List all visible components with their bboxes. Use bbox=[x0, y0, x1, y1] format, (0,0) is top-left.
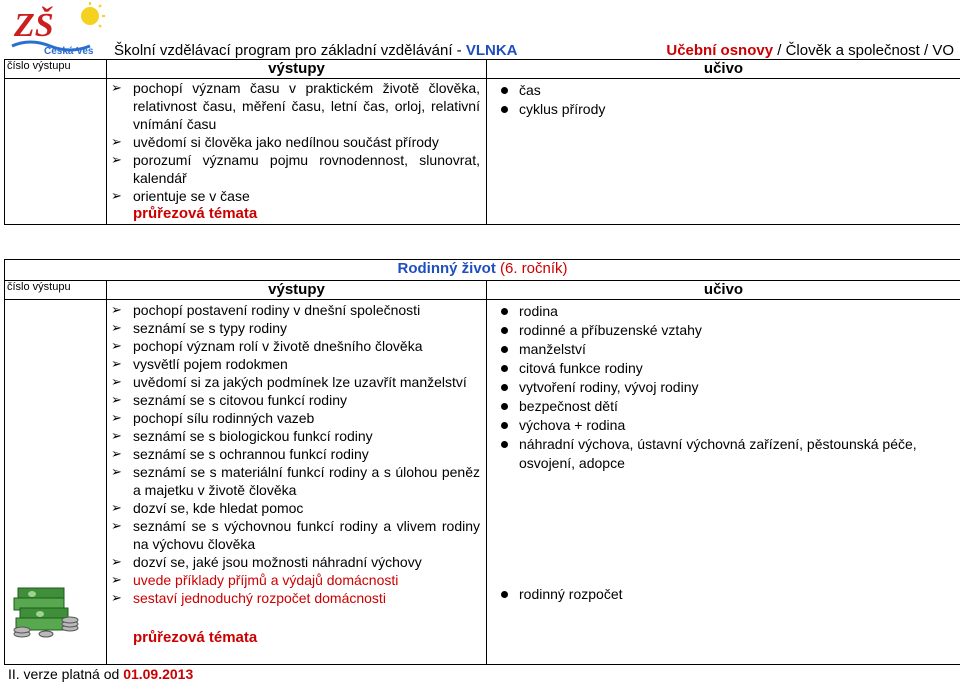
section1-number-cell bbox=[5, 79, 107, 225]
col-header-content-2: učivo bbox=[487, 281, 960, 300]
output-item: ➢ pochopí postavení rodiny v dnešní společnosti bbox=[107, 301, 480, 319]
header-brand: VLNKA bbox=[465, 42, 518, 59]
section1-outputs-cell bbox=[107, 79, 487, 225]
col-header-outputs: výstupy bbox=[107, 60, 487, 79]
section2-content-cell bbox=[487, 300, 960, 665]
content-item: manželství bbox=[487, 340, 960, 359]
section2-title-main: Rodinný život bbox=[397, 260, 496, 277]
section2-outputs-list bbox=[107, 300, 486, 607]
footer-date: 01.09.2013 bbox=[123, 666, 194, 682]
output-item: ➢ vysvětlí pojem rodokmen bbox=[107, 355, 480, 373]
col-header-outputs-2: výstupy bbox=[107, 281, 487, 300]
col-header-number: číslo výstupu bbox=[5, 60, 107, 79]
header-program-title bbox=[114, 42, 518, 59]
output-item: ➢ seznámí se s výchovnou funkcí rodiny a vlivem rodiny na výchovu člověka bbox=[107, 517, 480, 553]
breadcrumb-curriculum: Učební osnovy bbox=[666, 42, 774, 59]
footer-version bbox=[8, 666, 193, 682]
header-breadcrumb bbox=[666, 42, 954, 59]
section2-table bbox=[4, 259, 960, 665]
content-item: bezpečnost dětí bbox=[487, 397, 960, 416]
section2-crosscutting: průřezová témata bbox=[133, 629, 258, 646]
output-item: ➢ seznámí se s materiální funkcí rodiny a s úlohou peněz a majetku v životě člověka bbox=[107, 463, 480, 499]
output-item: ➢ dozví se, kde hledat pomoc bbox=[107, 499, 480, 517]
output-item: ➢ pochopí význam času v praktickém životě člověka, relativnost času, měření času, letní čas, orloj, relativní vnímání času bbox=[107, 79, 480, 133]
output-item: ➢ pochopí sílu rodinných vazeb bbox=[107, 409, 480, 427]
header-program-text: Školní vzdělávací program pro základní vzdělávání - bbox=[114, 42, 466, 59]
content-item: citová funkce rodiny bbox=[487, 359, 960, 378]
money-illustration bbox=[10, 582, 80, 638]
output-item: ➢ uvede příklady příjmů a výdajů domácnosti bbox=[107, 571, 480, 589]
col-header-number-2: číslo výstupu bbox=[5, 281, 107, 300]
footer-text: II. verze platná od bbox=[8, 666, 124, 682]
content-item: rodinné a příbuzenské vztahy bbox=[487, 321, 960, 340]
content-item: výchova + rodina bbox=[487, 416, 960, 435]
section1-crosscutting: průřezová témata bbox=[133, 205, 258, 222]
output-item: ➢ seznámí se s typy rodiny bbox=[107, 319, 480, 337]
output-item: ➢ sestaví jednoduchý rozpočet domácnosti bbox=[107, 589, 480, 607]
output-item: ➢ porozumí významu pojmu rovnodennost, slunovrat, kalendář bbox=[107, 151, 480, 187]
output-item: ➢ seznámí se s biologickou funkcí rodiny bbox=[107, 427, 480, 445]
content-item: cyklus přírody bbox=[487, 100, 960, 119]
content-item: vytvoření rodiny, vývoj rodiny bbox=[487, 378, 960, 397]
section1-outputs-list bbox=[107, 79, 486, 205]
section1-table bbox=[4, 59, 960, 225]
output-item: ➢ seznámí se s citovou funkcí rodiny bbox=[107, 391, 480, 409]
section2-title bbox=[5, 260, 960, 281]
output-item: ➢ orientuje se v čase bbox=[107, 187, 480, 205]
section2-content-extra-list bbox=[487, 585, 960, 604]
output-item: ➢ pochopí význam rolí v životě dnešního člověka bbox=[107, 337, 480, 355]
output-item: ➢ uvědomí si člověka jako nedílnou součást přírody bbox=[107, 133, 480, 151]
school-logo bbox=[10, 2, 106, 56]
logo-letters: ZŠ bbox=[14, 7, 54, 44]
content-item: rodinný rozpočet bbox=[487, 585, 960, 604]
section1-content-cell bbox=[487, 79, 960, 225]
content-item: čas bbox=[487, 81, 960, 100]
section1-content-list bbox=[487, 79, 960, 119]
content-item: rodina bbox=[487, 302, 960, 321]
content-item: náhradní výchova, ústavní výchovná zařízení, pěstounská péče, osvojení, adopce bbox=[487, 435, 960, 473]
output-item: ➢ seznámí se s ochrannou funkcí rodiny bbox=[107, 445, 480, 463]
section2-title-grade: (6. ročník) bbox=[495, 260, 568, 277]
section2-content-list bbox=[487, 300, 960, 473]
section2-outputs-cell bbox=[107, 300, 487, 665]
logo-name: Česká Ves bbox=[44, 46, 94, 56]
col-header-content: učivo bbox=[487, 60, 960, 79]
breadcrumb-rest: / Člověk a společnost / VO bbox=[773, 42, 954, 59]
output-item: ➢ uvědomí si za jakých podmínek lze uzavřít manželství bbox=[107, 373, 480, 391]
output-item: ➢ dozví se, jaké jsou možnosti náhradní výchovy bbox=[107, 553, 480, 571]
